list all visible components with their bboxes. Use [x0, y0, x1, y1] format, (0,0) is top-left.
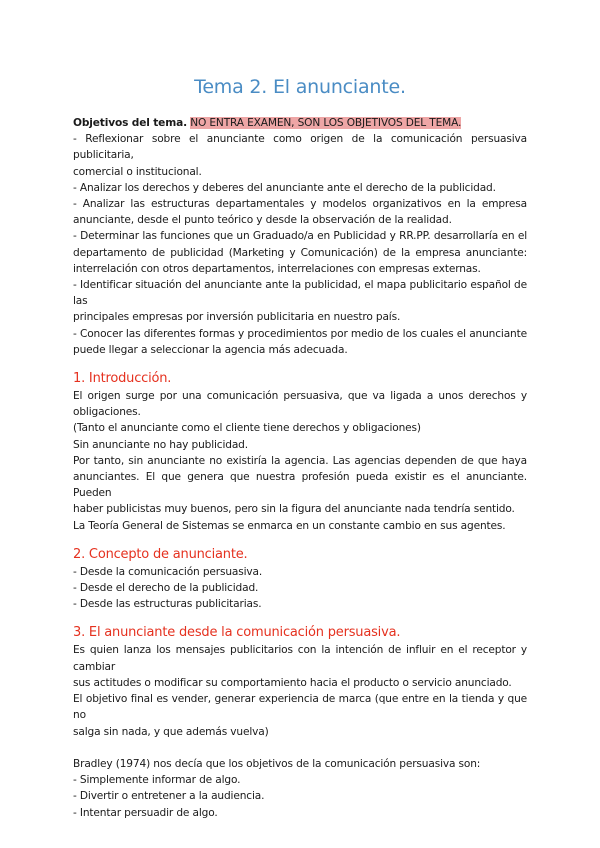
- section1-line: El origen surge por una comunicación persuasiva, que va ligada a unos derechos y: [73, 390, 527, 403]
- objectives-line: comercial o institucional.: [73, 165, 202, 178]
- objectives-line: - Determinar las funciones que un Graduado/a en Publicidad y RR.PP. desarrollaría en el: [73, 230, 527, 243]
- objectives-line: departamento de publicidad (Marketing y Comunicación) de la empresa anunciante:: [73, 246, 527, 259]
- section1-line: Sin anunciante no hay publicidad.: [73, 438, 248, 451]
- objectives-line: principales empresas por inversión publicitaria en nuestro país.: [73, 311, 401, 324]
- section1-line: obligaciones.: [73, 406, 141, 419]
- section2-line: - Desde la comunicación persuasiva.: [73, 565, 263, 578]
- objectives-line: - Reflexionar sobre el anunciante como origen de la comunicación persuasiva publicitaria,: [73, 133, 527, 162]
- objectives-line: puede llegar a seleccionar la agencia más adecuada.: [73, 343, 348, 356]
- section3-line: salga sin nada, y que además vuelva): [73, 725, 269, 738]
- section-heading-concepto: 2. Concepto de anunciante.: [73, 546, 248, 562]
- bradley-line: Bradley (1974) nos decía que los objetivos de la comunicación persuasiva son:: [73, 757, 481, 770]
- bradley-line: - Simplemente informar de algo.: [73, 774, 241, 787]
- section2-line: - Desde las estructuras publicitarias.: [73, 598, 262, 611]
- objectives-line: interrelación con otros departamentos, interrelaciones con empresas externas.: [73, 262, 481, 275]
- section-heading-introduccion: 1. Introducción.: [73, 371, 172, 387]
- objectives-line: - Analizar las estructuras departamentales y modelos organizativos en la empresa: [73, 198, 527, 211]
- section3-line: sus actitudes o modificar su comportamiento hacia el producto o servicio anunciado.: [73, 676, 512, 689]
- objectives-line: - Conocer las diferentes formas y procedimientos por medio de los cuales el anunciante: [73, 327, 527, 340]
- page-title: Tema 2. El anunciante.: [194, 76, 406, 98]
- section3-line: Es quien lanza los mensajes publicitarios con la intención de influir en el receptor y cambiar: [73, 644, 527, 673]
- section1-line: Por tanto, sin anunciante no existiría la agencia. Las agencias dependen de que haya: [73, 454, 527, 467]
- section1-line: (Tanto el anunciante como el cliente tiene derechos y obligaciones): [73, 422, 421, 435]
- section1-line: haber publicistas muy buenos, pero sin la figura del anunciante nada tendría sentido.: [73, 503, 515, 516]
- section1-line: La Teoría General de Sistemas se enmarca en un constante cambio en sus agentes.: [73, 519, 506, 532]
- section3-line: El objetivo final es vender, generar experiencia de marca (que entre en la tienda y que no: [73, 693, 527, 722]
- bradley-line: - Intentar persuadir de algo.: [73, 806, 218, 819]
- objectives-header: [73, 115, 527, 131]
- section1-line: anunciantes. El que genera que nuestra profesión pueda existir es el anunciante. Pueden: [73, 471, 527, 500]
- section2-line: - Desde el derecho de la publicidad.: [73, 582, 259, 595]
- objectives-line: - Analizar los derechos y deberes del anunciante ante el derecho de la publicidad.: [73, 181, 496, 194]
- objectives-line: anunciante, desde el punto teórico y desde la observación de la realidad.: [73, 214, 452, 227]
- objectives-line: - Identificar situación del anunciante ante la publicidad, el mapa publicitario español de las: [73, 279, 527, 308]
- exam-note-highlight: NO ENTRA EXAMEN, SON LOS OBJETIVOS DEL TEMA.: [190, 117, 462, 129]
- objectives-label: Objetivos del tema.: [73, 117, 187, 129]
- section-heading-comunicacion-persuasiva: 3. El anunciante desde la comunicación persuasiva.: [73, 625, 401, 641]
- document-body: [73, 115, 527, 821]
- bradley-line: - Divertir o entretener a la audiencia.: [73, 790, 265, 803]
